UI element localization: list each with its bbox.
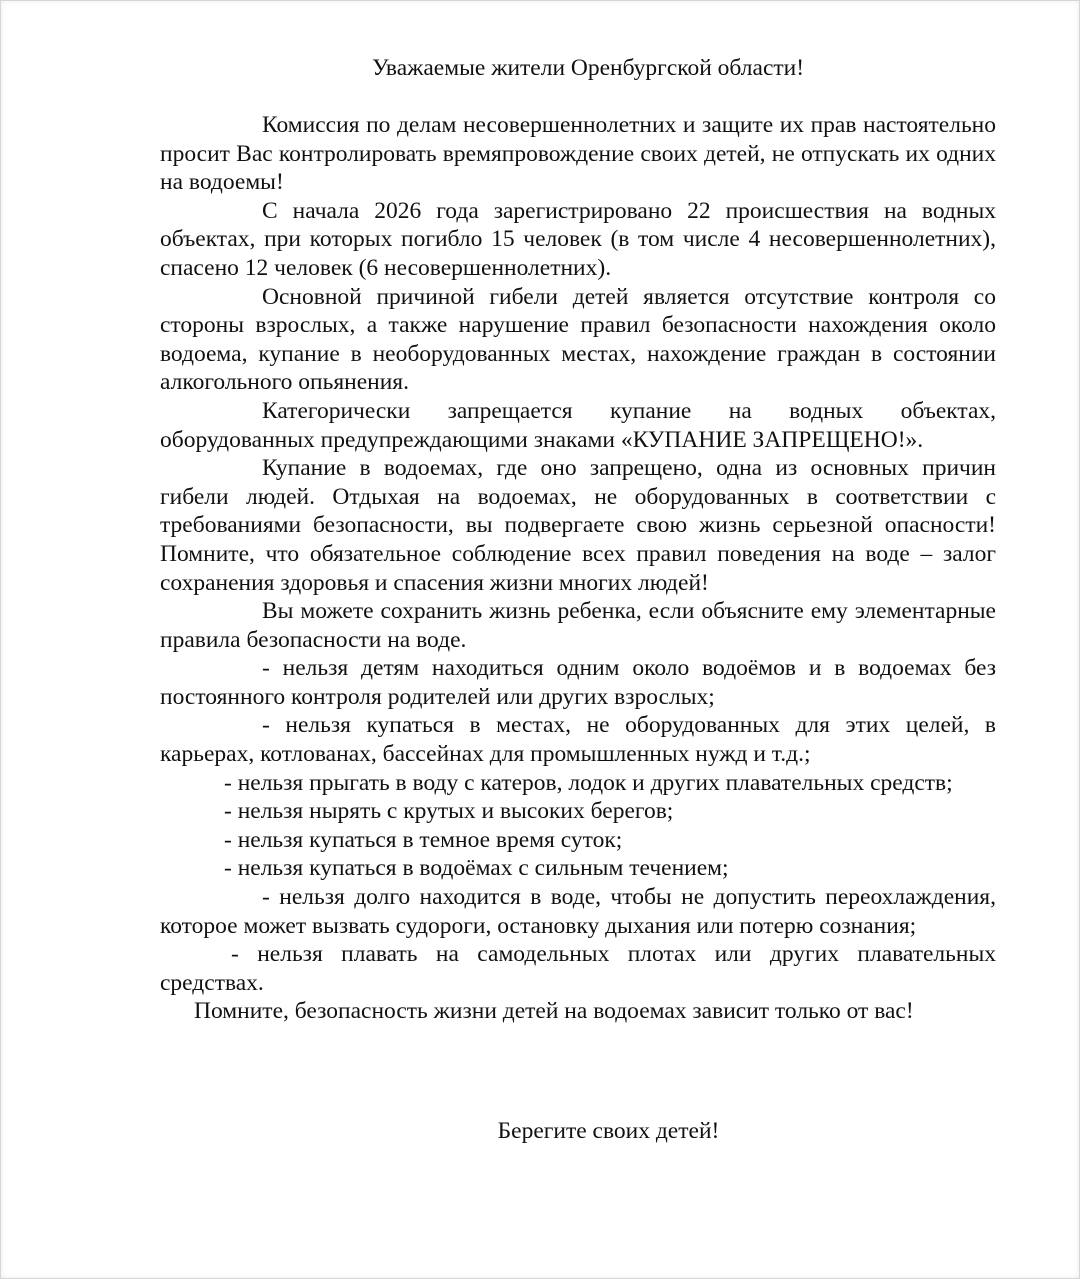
rule-item: - нельзя долго находится в воде, чтобы не допустить переохлаждения, которое может вызвать судороги, остановку дыхания или потерю сознания; (160, 884, 996, 939)
document-body (160, 111, 996, 1026)
rule-item: - нельзя купаться в местах, не оборудованных для этих целей, в карьерах, котлованах, бассейнах для промышленных нужд и т.д.; (160, 712, 996, 768)
rule-item: - нельзя плавать на самодельных плотах или других плавательных средствах. (160, 941, 996, 996)
rule-item: - нельзя купаться в темное время суток; (224, 826, 623, 853)
paragraph-prohibition: Категорически запрещается купание на водных объектах, оборудованных предупреждающими знаками «КУПАНИЕ ЗАПРЕЩЕНО!». (160, 397, 996, 453)
rule-item: - нельзя прыгать в воду с катеров, лодок и других плавательных средств; (224, 769, 953, 796)
rule-item: - нельзя детям находиться одним около водоёмов и в водоемах без постоянного контроля родителей или других взрослых; (160, 655, 996, 710)
paragraph-statistics: С начала 2026 года зарегистрировано 22 происшествия на водных объектах, при которых погибло 15 человек (в том числе 4 несовершеннолетних), спасено 12 человек (6 несовершеннолетних). (160, 197, 996, 281)
paragraph-explain-rules: Вы можете сохранить жизнь ребенка, если объясните ему элементарные правила безопасности на воде. (160, 598, 996, 653)
paragraph-commission: Комиссия по делам несовершеннолетних и защите их прав настоятельно просит Вас контролировать времяпровождение своих детей, не отпускать их одних на водоемы! (160, 112, 996, 196)
rule-item: - нельзя нырять с крутых и высоких берегов; (224, 798, 674, 825)
paragraph-causes: Основной причиной гибели детей является отсутствие контроля со стороны взрослых, а также нарушение правил безопасности нахождения около водоема, купание в необорудованных местах, нахождение граждан в состоянии алкогольного опьянения. (160, 283, 996, 396)
document-title: Уважаемые жители Оренбургской области! (371, 55, 805, 81)
paragraph-danger: Купание в водоемах, где оно запрещено, одна из основных причин гибели людей. Отдыхая на водоемах, не оборудованных в соответствии с требованиями безопасности, вы подвергаете свою жизнь серьезной опасности! Помните, что обязательное соблюдение всех правил поведения на воде – залог сохранения здоровья и спасения жизни многих людей! (160, 455, 996, 596)
rule-item: - нельзя купаться в водоёмах с сильным течением; (224, 855, 729, 882)
closing-line: Берегите своих детей! (497, 1118, 720, 1144)
paragraph-reminder: Помните, безопасность жизни детей на водоемах зависит только от вас! (194, 998, 914, 1025)
